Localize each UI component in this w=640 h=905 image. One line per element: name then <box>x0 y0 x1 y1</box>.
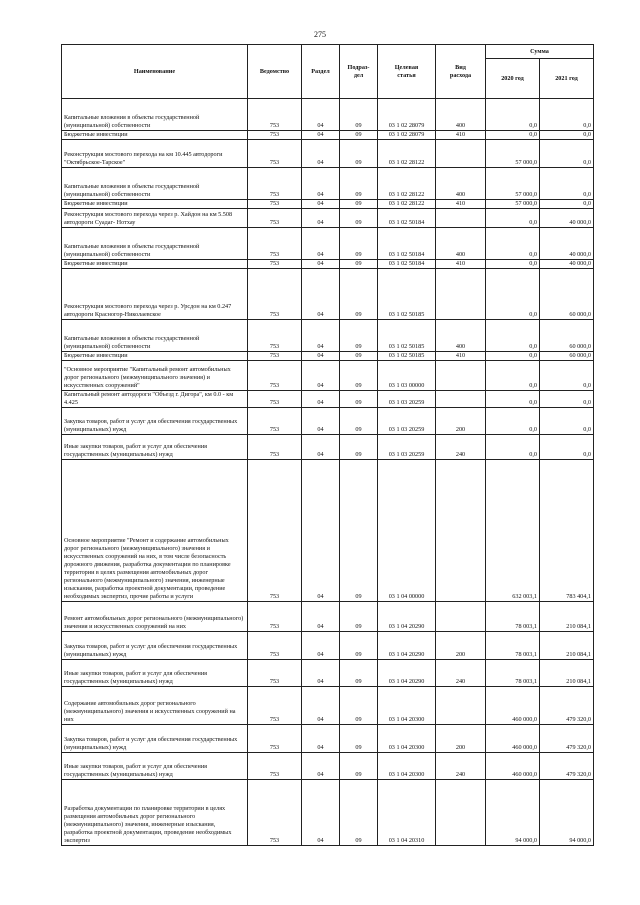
header-expense-type: Вид расхода <box>436 45 486 99</box>
row-subsection: 09 <box>340 260 378 269</box>
row-section: 04 <box>302 200 340 209</box>
row-section: 04 <box>302 269 340 320</box>
row-department: 753 <box>248 659 302 686</box>
row-sum-2020: 0,0 <box>486 391 540 408</box>
table-row <box>62 659 594 686</box>
table-row <box>62 391 594 408</box>
row-expense-type: 200 <box>436 724 486 752</box>
row-department: 753 <box>248 459 302 601</box>
row-target-article: 03 1 02 28122 <box>378 200 436 209</box>
row-sum-2021: 0,0 <box>540 168 594 200</box>
row-subsection: 09 <box>340 352 378 361</box>
row-target-article: 03 1 03 20259 <box>378 407 436 434</box>
row-sum-2020: 0,0 <box>486 352 540 361</box>
table-row <box>62 434 594 459</box>
header-subsection: Подраз- дел <box>340 45 378 99</box>
row-sum-2021: 40 000,0 <box>540 209 594 228</box>
row-subsection: 09 <box>340 659 378 686</box>
row-sum-2020: 0,0 <box>486 269 540 320</box>
row-name: Бюджетные инвестиции <box>62 200 248 209</box>
row-subsection: 09 <box>340 209 378 228</box>
header-sum: Сумма <box>486 45 594 59</box>
row-sum-2021: 0,0 <box>540 140 594 168</box>
row-section: 04 <box>302 260 340 269</box>
row-expense-type: 240 <box>436 659 486 686</box>
row-sum-2020: 0,0 <box>486 99 540 131</box>
row-section: 04 <box>302 168 340 200</box>
row-section: 04 <box>302 140 340 168</box>
row-section: 04 <box>302 434 340 459</box>
row-target-article: 03 1 02 50184 <box>378 209 436 228</box>
row-section: 04 <box>302 724 340 752</box>
row-sum-2021: 783 404,1 <box>540 459 594 601</box>
row-section: 04 <box>302 407 340 434</box>
row-sum-2021: 479 320,0 <box>540 686 594 724</box>
row-sum-2020: 78 003,1 <box>486 631 540 659</box>
table-row <box>62 361 594 391</box>
row-subsection: 09 <box>340 320 378 352</box>
row-expense-type <box>436 140 486 168</box>
row-target-article: 03 1 04 20300 <box>378 724 436 752</box>
row-section: 04 <box>302 209 340 228</box>
row-department: 753 <box>248 352 302 361</box>
row-expense-type: 410 <box>436 260 486 269</box>
row-sum-2020: 460 000,0 <box>486 752 540 779</box>
row-section: 04 <box>302 659 340 686</box>
row-sum-2020: 0,0 <box>486 361 540 391</box>
row-expense-type <box>436 391 486 408</box>
row-sum-2021: 210 084,1 <box>540 601 594 631</box>
row-target-article: 03 1 04 20300 <box>378 752 436 779</box>
row-subsection: 09 <box>340 131 378 140</box>
page-number: 275 <box>314 30 326 39</box>
table-body <box>62 99 594 846</box>
row-subsection: 09 <box>340 686 378 724</box>
row-department: 753 <box>248 686 302 724</box>
table-row <box>62 407 594 434</box>
row-sum-2020: 632 003,1 <box>486 459 540 601</box>
row-expense-type: 410 <box>436 352 486 361</box>
row-expense-type: 240 <box>436 434 486 459</box>
row-target-article: 03 1 04 20290 <box>378 631 436 659</box>
row-subsection: 09 <box>340 752 378 779</box>
row-name: Ремонт автомобильных дорог регионального (межмуниципального) значения и искусственных сооружений на них <box>62 601 248 631</box>
row-target-article: 03 1 04 20290 <box>378 659 436 686</box>
row-subsection: 09 <box>340 200 378 209</box>
row-name: Иные закупки товаров, работ и услуг для обеспечения государственных (муниципальных) нужд <box>62 434 248 459</box>
row-department: 753 <box>248 724 302 752</box>
row-subsection: 09 <box>340 601 378 631</box>
row-sum-2020: 0,0 <box>486 320 540 352</box>
row-department: 753 <box>248 260 302 269</box>
row-name: Основное мероприятие "Ремонт и содержание автомобильных дорог регионального (межмуниципального) значения и искусственных сооружений на них, в том числе безопасность дорожного движения, разработка документации по планировке территории в целях размещения автомобильных дорог регионального (межмуниципального) значения, инженерные изыскания, разработка проектной документации, проведение необходимых экспертиз, прочие работы и услуги <box>62 459 248 601</box>
row-sum-2020: 57 000,0 <box>486 200 540 209</box>
row-sum-2021: 0,0 <box>540 99 594 131</box>
row-name: Бюджетные инвестиции <box>62 260 248 269</box>
row-name: Реконструкция мостового перехода через р. Урсдон на км 0.247 автодороги Красногор-Николаевское <box>62 269 248 320</box>
row-sum-2021: 479 320,0 <box>540 724 594 752</box>
row-section: 04 <box>302 631 340 659</box>
row-expense-type <box>436 269 486 320</box>
header-year-2021: 2021 год <box>540 59 594 99</box>
row-department: 753 <box>248 320 302 352</box>
row-sum-2020: 0,0 <box>486 260 540 269</box>
row-department: 753 <box>248 361 302 391</box>
header-section: Раздел <box>302 45 340 99</box>
table-row <box>62 320 594 352</box>
row-sum-2020: 0,0 <box>486 131 540 140</box>
row-target-article: 03 1 02 50185 <box>378 352 436 361</box>
table-row <box>62 131 594 140</box>
row-subsection: 09 <box>340 407 378 434</box>
row-subsection: 09 <box>340 228 378 260</box>
row-name: Бюджетные инвестиции <box>62 352 248 361</box>
row-name: Бюджетные инвестиции <box>62 131 248 140</box>
row-subsection: 09 <box>340 434 378 459</box>
row-department: 753 <box>248 269 302 320</box>
row-sum-2020: 0,0 <box>486 209 540 228</box>
row-target-article: 03 1 02 50185 <box>378 269 436 320</box>
row-target-article: 03 1 04 20300 <box>378 686 436 724</box>
row-department: 753 <box>248 779 302 845</box>
row-subsection: 09 <box>340 724 378 752</box>
row-name: Капитальные вложения в объекты государственной (муниципальной) собственности <box>62 99 248 131</box>
table-row <box>62 209 594 228</box>
row-section: 04 <box>302 361 340 391</box>
row-sum-2020: 57 000,0 <box>486 140 540 168</box>
row-sum-2020: 0,0 <box>486 434 540 459</box>
row-section: 04 <box>302 391 340 408</box>
row-target-article: 03 1 02 28079 <box>378 131 436 140</box>
row-expense-type: 200 <box>436 407 486 434</box>
table-row <box>62 140 594 168</box>
row-sum-2020: 78 003,1 <box>486 601 540 631</box>
row-sum-2020: 78 003,1 <box>486 659 540 686</box>
row-subsection: 09 <box>340 168 378 200</box>
row-section: 04 <box>302 601 340 631</box>
row-section: 04 <box>302 352 340 361</box>
row-sum-2021: 60 000,0 <box>540 352 594 361</box>
row-sum-2021: 94 000,0 <box>540 779 594 845</box>
row-subsection: 09 <box>340 269 378 320</box>
row-sum-2021: 210 084,1 <box>540 631 594 659</box>
row-sum-2021: 40 000,0 <box>540 260 594 269</box>
row-name: Содержание автомобильных дорог регионального (межмуниципального) значения и искусственных сооружений на них <box>62 686 248 724</box>
row-department: 753 <box>248 200 302 209</box>
row-department: 753 <box>248 407 302 434</box>
row-target-article: 03 1 04 20290 <box>378 601 436 631</box>
header-name: Наименование <box>62 45 248 99</box>
table-row <box>62 752 594 779</box>
row-expense-type: 200 <box>436 631 486 659</box>
header-target-article: Целевая статья <box>378 45 436 99</box>
row-sum-2021: 60 000,0 <box>540 320 594 352</box>
row-sum-2021: 0,0 <box>540 434 594 459</box>
row-expense-type: 240 <box>436 752 486 779</box>
row-name: Разработка документации по планировке территории в целях размещения автомобильных дорог регионального (межмуниципального) значения, инженерные изыскания, разработка проектной документации, проведение необходимых экспертиз <box>62 779 248 845</box>
row-department: 753 <box>248 434 302 459</box>
row-department: 753 <box>248 228 302 260</box>
row-department: 753 <box>248 752 302 779</box>
row-subsection: 09 <box>340 391 378 408</box>
row-expense-type: 410 <box>436 131 486 140</box>
table-row <box>62 260 594 269</box>
row-target-article: 03 1 04 20310 <box>378 779 436 845</box>
row-target-article: 03 1 02 50184 <box>378 260 436 269</box>
row-sum-2020: 57 000,0 <box>486 168 540 200</box>
table-row <box>62 269 594 320</box>
row-sum-2021: 40 000,0 <box>540 228 594 260</box>
row-department: 753 <box>248 131 302 140</box>
table-row <box>62 352 594 361</box>
row-expense-type <box>436 459 486 601</box>
table-row <box>62 200 594 209</box>
row-subsection: 09 <box>340 99 378 131</box>
row-subsection: 09 <box>340 140 378 168</box>
row-sum-2020: 0,0 <box>486 407 540 434</box>
row-name: Иные закупки товаров, работ и услуг для обеспечения государственных (муниципальных) нужд <box>62 752 248 779</box>
row-subsection: 09 <box>340 779 378 845</box>
row-name: Капитальный ремонт автодороги "Объезд г. Дигора", км 0.0 - км 4.425 <box>62 391 248 408</box>
row-name: Иные закупки товаров, работ и услуг для обеспечения государственных (муниципальных) нужд <box>62 659 248 686</box>
row-expense-type: 400 <box>436 228 486 260</box>
row-sum-2020: 460 000,0 <box>486 686 540 724</box>
table-row <box>62 601 594 631</box>
row-target-article: 03 1 02 28122 <box>378 168 436 200</box>
budget-table <box>61 44 594 846</box>
row-expense-type <box>436 779 486 845</box>
row-sum-2021: 479 320,0 <box>540 752 594 779</box>
row-section: 04 <box>302 131 340 140</box>
row-name: Реконструкция мостового перехода через р. Хайдон на км 5.508 автодороги Суадаг- Нотхау <box>62 209 248 228</box>
row-expense-type <box>436 601 486 631</box>
row-sum-2020: 94 000,0 <box>486 779 540 845</box>
row-expense-type <box>436 361 486 391</box>
row-name: Закупка товаров, работ и услуг для обеспечения государственных (муниципальных) нужд <box>62 631 248 659</box>
row-subsection: 09 <box>340 631 378 659</box>
header-department: Ведомство <box>248 45 302 99</box>
table-row <box>62 686 594 724</box>
row-target-article: 03 1 04 00000 <box>378 459 436 601</box>
row-name: Капитальные вложения в объекты государственной (муниципальной) собственности <box>62 228 248 260</box>
row-department: 753 <box>248 209 302 228</box>
row-target-article: 03 1 03 20259 <box>378 434 436 459</box>
row-expense-type: 410 <box>436 200 486 209</box>
table-row <box>62 99 594 131</box>
row-section: 04 <box>302 779 340 845</box>
row-section: 04 <box>302 99 340 131</box>
row-department: 753 <box>248 601 302 631</box>
row-sum-2021: 0,0 <box>540 391 594 408</box>
row-name: Капитальные вложения в объекты государственной (муниципальной) собственности <box>62 320 248 352</box>
row-sum-2021: 210 084,1 <box>540 659 594 686</box>
row-expense-type <box>436 209 486 228</box>
row-sum-2021: 60 000,0 <box>540 269 594 320</box>
table-row <box>62 779 594 845</box>
row-expense-type: 400 <box>436 168 486 200</box>
row-subsection: 09 <box>340 459 378 601</box>
row-target-article: 03 1 03 00000 <box>378 361 436 391</box>
row-section: 04 <box>302 686 340 724</box>
row-department: 753 <box>248 99 302 131</box>
row-expense-type: 400 <box>436 320 486 352</box>
row-target-article: 03 1 02 28079 <box>378 99 436 131</box>
row-expense-type: 400 <box>436 99 486 131</box>
row-name: Капитальные вложения в объекты государственной (муниципальной) собственности <box>62 168 248 200</box>
row-expense-type <box>436 686 486 724</box>
row-name: Закупка товаров, работ и услуг для обеспечения государственных (муниципальных) нужд <box>62 407 248 434</box>
table-row <box>62 228 594 260</box>
row-name: Закупка товаров, работ и услуг для обеспечения государственных (муниципальных) нужд <box>62 724 248 752</box>
row-subsection: 09 <box>340 361 378 391</box>
table-row <box>62 724 594 752</box>
row-department: 753 <box>248 391 302 408</box>
row-sum-2021: 0,0 <box>540 200 594 209</box>
row-target-article: 03 1 03 20259 <box>378 391 436 408</box>
table-row <box>62 631 594 659</box>
table-header <box>62 45 594 99</box>
row-name: "Основное мероприятие "Капитальный ремонт автомобильных дорог регионального (межмуниципального значения) и искусственных сооружений" <box>62 361 248 391</box>
table-row <box>62 168 594 200</box>
row-sum-2021: 0,0 <box>540 361 594 391</box>
row-sum-2021: 0,0 <box>540 131 594 140</box>
row-name: Реконструкция мостового перехода на км 10.445 автодороги "Октябрьское-Тарское" <box>62 140 248 168</box>
row-target-article: 03 1 02 28122 <box>378 140 436 168</box>
row-target-article: 03 1 02 50184 <box>378 228 436 260</box>
row-sum-2020: 0,0 <box>486 228 540 260</box>
row-section: 04 <box>302 459 340 601</box>
row-section: 04 <box>302 228 340 260</box>
table-row <box>62 459 594 601</box>
row-section: 04 <box>302 320 340 352</box>
header-year-2020: 2020 год <box>486 59 540 99</box>
row-department: 753 <box>248 631 302 659</box>
row-sum-2020: 460 000,0 <box>486 724 540 752</box>
row-section: 04 <box>302 752 340 779</box>
row-department: 753 <box>248 140 302 168</box>
row-target-article: 03 1 02 50185 <box>378 320 436 352</box>
row-sum-2021: 0,0 <box>540 407 594 434</box>
row-department: 753 <box>248 168 302 200</box>
